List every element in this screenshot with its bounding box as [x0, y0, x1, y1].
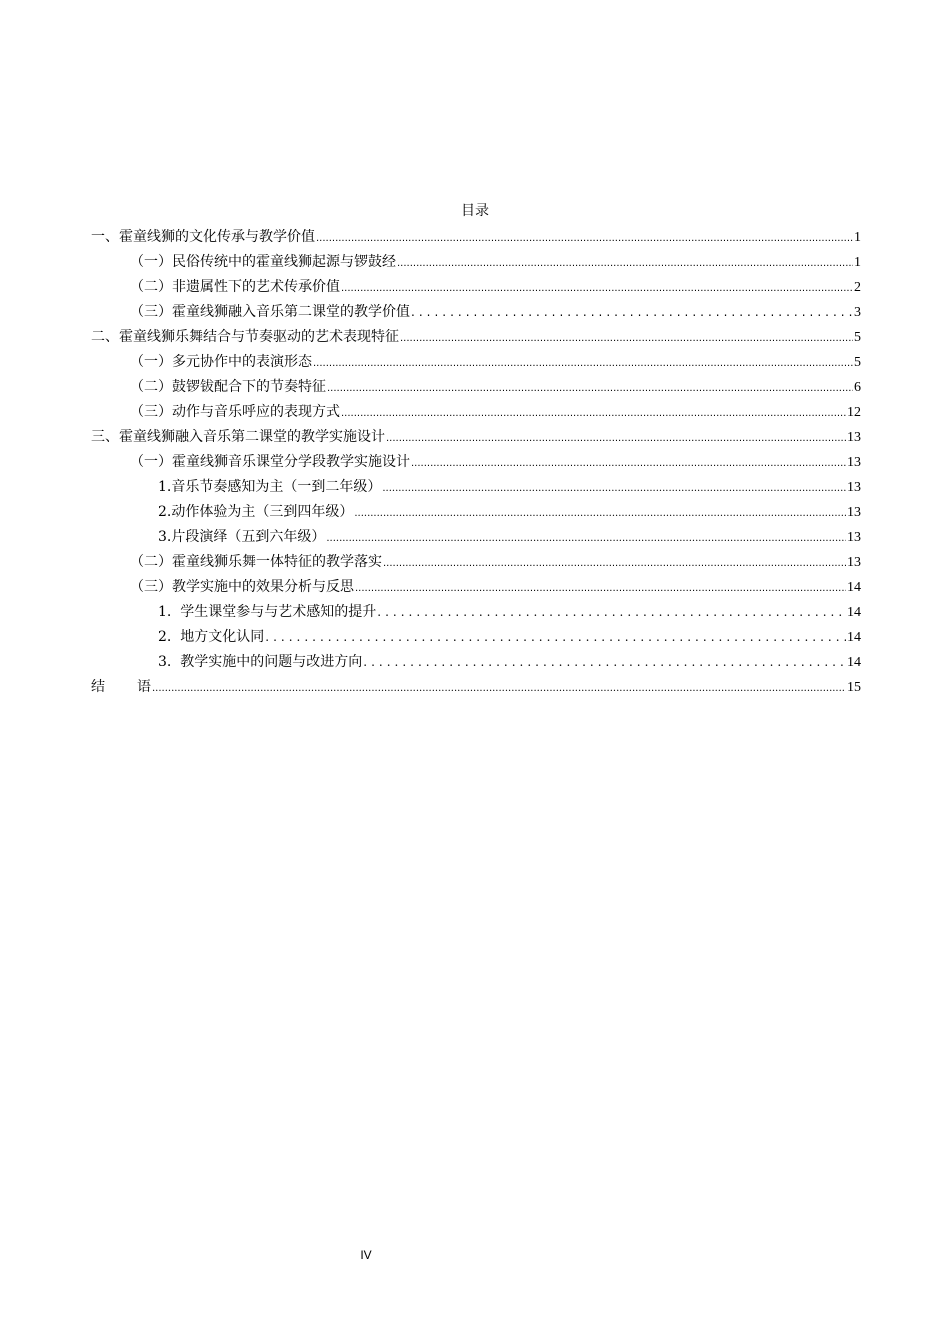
dot-leader [377, 602, 846, 622]
toc-entry-page: 3 [854, 305, 861, 320]
dot-leader [386, 429, 846, 449]
dot-leader [411, 302, 853, 322]
toc-entry[interactable] [91, 602, 861, 627]
toc-entry[interactable] [91, 302, 861, 327]
toc-entry-label: 三、霍童线狮融入音乐第二课堂的教学实施设计 [91, 429, 385, 445]
toc-entry-conclusion[interactable] [91, 677, 861, 702]
toc-entry-label: （二）非遗属性下的艺术传承价值 [130, 279, 340, 295]
dot-leader [265, 627, 846, 647]
toc-entry[interactable] [91, 652, 861, 677]
toc-entry-label: （二）鼓锣钹配合下的节奏特征 [130, 379, 326, 395]
toc-entry-page: 13 [847, 505, 861, 520]
dot-leader [354, 504, 846, 524]
dot-leader [152, 679, 846, 699]
toc-entry-page: 13 [847, 455, 861, 470]
dot-leader [363, 652, 846, 672]
toc-entry-label: （二）霍童线狮乐舞一体特征的教学落实 [130, 554, 382, 570]
toc-entry-label: 2. 地方文化认同 [158, 629, 265, 645]
page-number-footer: IV [360, 1248, 372, 1262]
toc-entry-label: （一）多元协作中的表演形态 [130, 354, 312, 370]
toc-entry[interactable] [91, 327, 861, 352]
dot-leader [327, 379, 853, 399]
dot-leader [313, 354, 853, 374]
dot-leader [382, 479, 846, 499]
toc-entry[interactable] [91, 502, 861, 527]
toc-title: 目录 [461, 203, 489, 219]
toc-entry-label: （三）动作与音乐呼应的表现方式 [130, 404, 340, 420]
dot-leader [400, 329, 853, 349]
toc-entry[interactable] [91, 377, 861, 402]
toc-entry[interactable] [91, 527, 861, 552]
toc-entry-page: 6 [854, 380, 861, 395]
dot-leader [383, 554, 846, 574]
dot-leader [397, 254, 853, 274]
toc-entry-page: 13 [847, 555, 861, 570]
toc-entry[interactable] [91, 577, 861, 602]
toc-entry-page: 1 [854, 230, 861, 245]
toc-entry-label: （一）民俗传统中的霍童线狮起源与锣鼓经 [130, 254, 396, 270]
toc-entry-label: 一、霍童线狮的文化传承与教学价值 [91, 229, 315, 245]
toc-entry-label: 1. 学生课堂参与与艺术感知的提升 [158, 604, 377, 620]
toc-entry[interactable] [91, 452, 861, 477]
toc-entry-label: 2.动作体验为主（三到四年级） [158, 504, 354, 520]
toc-entry-page: 2 [854, 280, 861, 295]
dot-leader [411, 454, 846, 474]
toc-entry-page: 14 [847, 655, 861, 670]
dot-leader [341, 404, 846, 424]
toc-entry-page: 5 [854, 330, 861, 345]
toc-entry-page: 5 [854, 355, 861, 370]
toc-entry[interactable] [91, 427, 861, 452]
toc-entry-label [91, 677, 151, 697]
toc-entry-page: 13 [847, 530, 861, 545]
dot-leader [355, 579, 846, 599]
toc-entry-label: （三）霍童线狮融入音乐第二课堂的教学价值 [130, 304, 410, 320]
toc-entry[interactable] [91, 277, 861, 302]
toc-entry-label: 1.音乐节奏感知为主（一到二年级） [158, 479, 382, 495]
dot-leader [316, 229, 853, 249]
toc-entry-label: 3. 教学实施中的问题与改进方向 [158, 654, 363, 670]
toc-entry[interactable] [91, 552, 861, 577]
toc-entry-page: 15 [847, 680, 861, 695]
toc-entry[interactable] [91, 227, 861, 252]
dot-leader [341, 279, 853, 299]
toc-entry-page: 1 [854, 255, 861, 270]
toc-entry-page: 13 [847, 430, 861, 445]
toc-entry[interactable] [91, 252, 861, 277]
conclusion-char-1: 结 [91, 679, 105, 695]
dot-leader [326, 529, 846, 549]
conclusion-char-2: 语 [137, 679, 151, 695]
toc-entry[interactable] [91, 477, 861, 502]
toc-entry-label: （三）教学实施中的效果分析与反思 [130, 579, 354, 595]
toc-entry-page: 14 [847, 580, 861, 595]
toc-entry[interactable] [91, 627, 861, 652]
toc-entry-label: （一）霍童线狮音乐课堂分学段教学实施设计 [130, 454, 410, 470]
toc-entry[interactable] [91, 352, 861, 377]
toc-entry-label: 二、霍童线狮乐舞结合与节奏驱动的艺术表现特征 [91, 329, 399, 345]
toc-entry-label: 3.片段演绎（五到六年级） [158, 529, 326, 545]
toc-entry-page: 13 [847, 480, 861, 495]
toc-entry[interactable] [91, 402, 861, 427]
table-of-contents [91, 227, 861, 702]
toc-entry-page: 14 [847, 605, 861, 620]
toc-entry-page: 12 [847, 405, 861, 420]
toc-entry-page: 14 [847, 630, 861, 645]
